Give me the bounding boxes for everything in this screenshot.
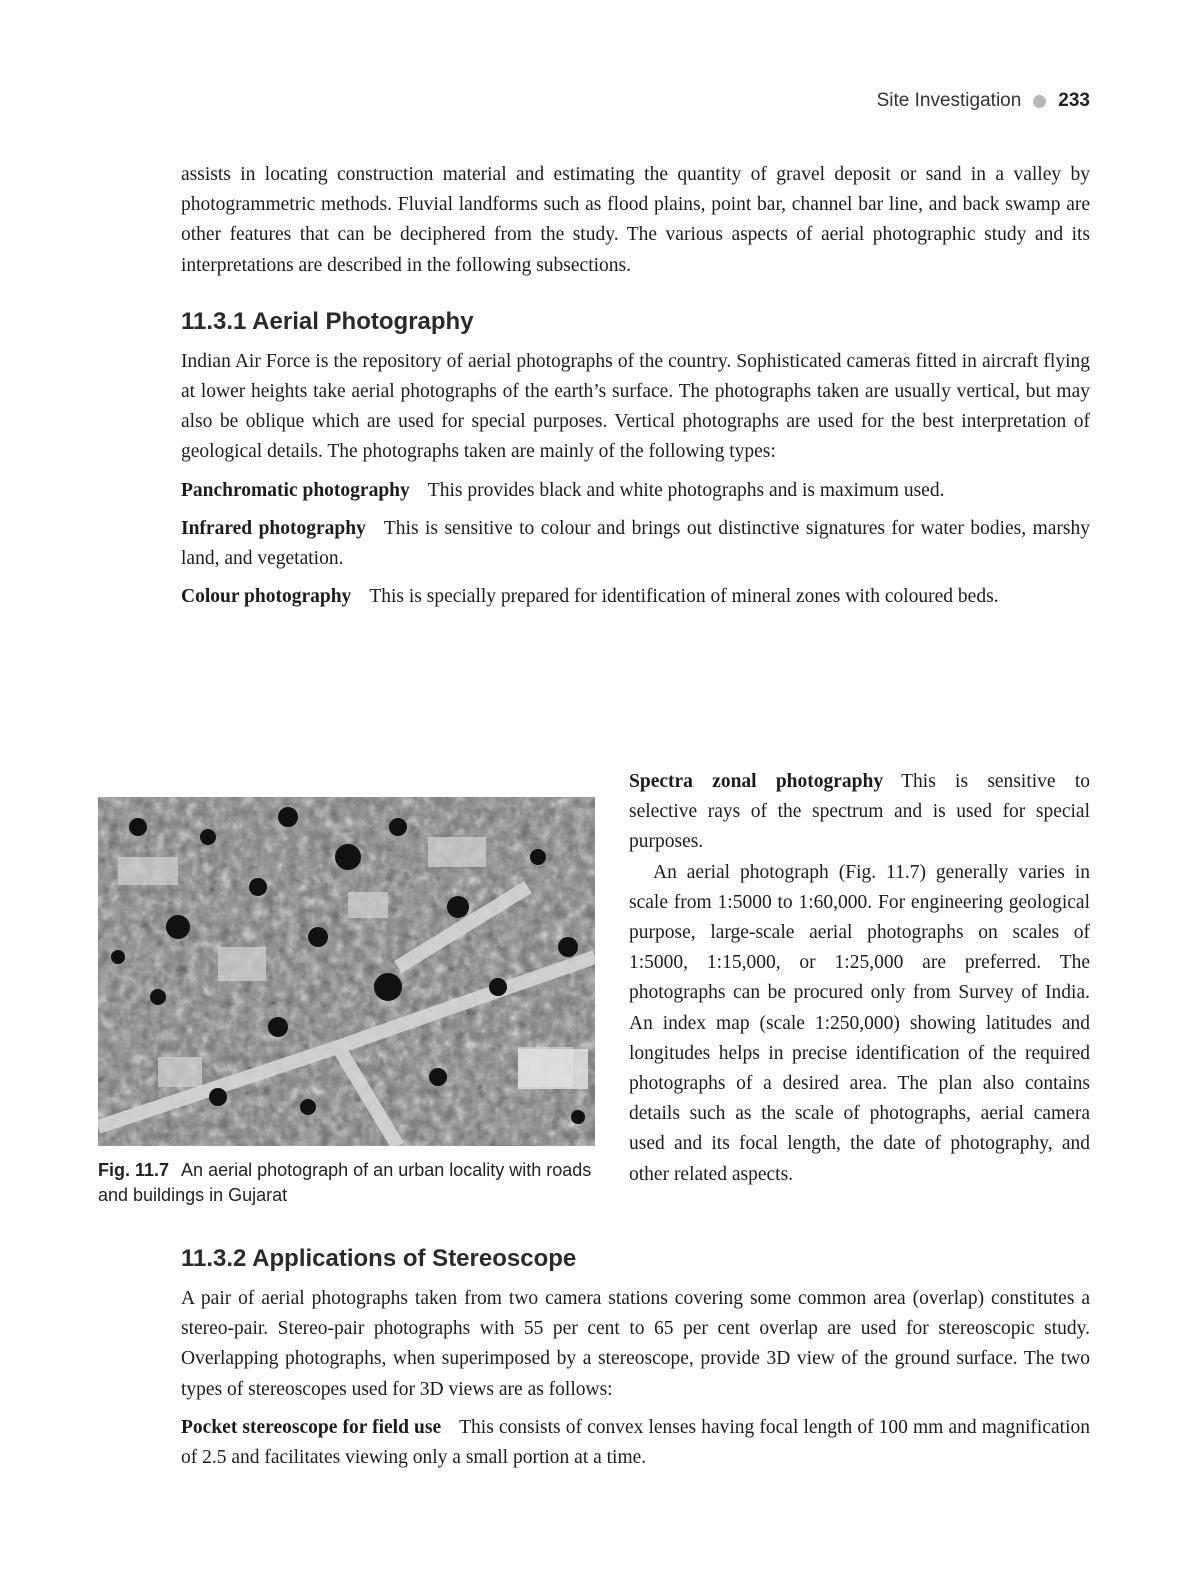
- side-column: [629, 767, 1090, 1190]
- type-term: Pocket stereoscope for field use: [181, 1416, 442, 1438]
- figure-caption-text: An aerial photograph of an urban locality with roads and buildings in Gujarat: [98, 1160, 592, 1205]
- aerial-photography-paragraph: Indian Air Force is the repository of aerial photographs of the country. Sophisticated cameras fitted in aircraft flying at lower heights take aerial photographs of the earth’s surface. The photographs taken are usually vertical, but may also be oblique which are used for special purposes. Vertical photographs are used for the best interpretation of geological details. The photographs taken are mainly of the following types:: [181, 350, 1090, 463]
- type-description: This provides black and white photographs and is maximum used.: [427, 479, 945, 501]
- figure-caption: [98, 1158, 595, 1208]
- type-description: This consists of convex lenses having focal length of 100 mm and magnification of 2.5 and facilitates viewing only a small portion at a time.: [181, 1416, 1090, 1469]
- page-number: 233: [1058, 90, 1090, 111]
- running-header: [877, 90, 1090, 112]
- type-term: Infrared photography: [181, 517, 366, 539]
- main-text-block: [181, 160, 1090, 612]
- photo-type-panchromatic: [181, 476, 1090, 506]
- section-heading-aerial-photography: 11.3.1 Aerial Photography: [181, 307, 474, 335]
- photo-type-spectra-zonal: [629, 767, 1090, 858]
- photo-type-colour: [181, 582, 1090, 612]
- stereoscope-type-pocket: [181, 1413, 1090, 1473]
- photo-type-infrared: [181, 514, 1090, 574]
- scale-paragraph: An aerial photograph (Fig. 11.7) generally varies in scale from 1:5000 to 1:60,000. For engineering geological purpose, large-scale aerial photographs on scales of 1:5000, 1:15,000, or 1:25,000 are preferred. The photographs can be procured only from Survey of India. An index map (scale 1:250,000) showing latitudes and longitudes helps in precise identification of the required photographs of a desired area. The plan also contains details such as the scale of photographs, aerial camera used and its focal length, the date of photography, and other related aspects.: [629, 861, 1090, 1185]
- type-term: Spectra zonal photography: [629, 771, 884, 792]
- section-heading-stereoscope: 11.3.2 Applications of Stereoscope: [181, 1245, 577, 1272]
- intro-paragraph: assists in locating construction material and estimating the quantity of gravel deposit or sand in a valley by photogrammetric methods. Fluvial landforms such as flood plains, point bar, channel bar line, and back swamp are other features that can be deciphered from the study. The various aspects of aerial photographic study and its interpretations are described in the following subsections.: [181, 164, 1090, 276]
- stereoscope-paragraph: A pair of aerial photographs taken from two camera stations covering some common area (overlap) constitutes a stereo-pair. Stereo-pair photographs with 55 per cent to 65 per cent overlap are used for stereoscopic study. Overlapping photographs, when superimposed by a stereoscope, provide 3D view of the ground surface. The two types of stereoscopes used for 3D views are as follows:: [181, 1288, 1090, 1400]
- type-term: Colour photography: [181, 586, 352, 608]
- type-term: Panchromatic photography: [181, 479, 410, 501]
- aerial-photograph-image: [98, 797, 595, 1146]
- bullet-dot-icon: [1033, 95, 1046, 108]
- type-description: This is sensitive to selective rays of the spectrum and is used for special purposes.: [629, 771, 1090, 853]
- type-description: This is sensitive to colour and brings out distinctive signatures for water bodies, marshy land, and vegetation.: [181, 517, 1090, 570]
- running-title: Site Investigation: [876, 90, 1022, 111]
- figure-11-7: [98, 797, 595, 1208]
- type-description: This is specially prepared for identification of mineral zones with coloured beds.: [369, 586, 999, 608]
- figure-label: Fig. 11.7: [98, 1160, 170, 1180]
- lower-text-block: [181, 1244, 1090, 1473]
